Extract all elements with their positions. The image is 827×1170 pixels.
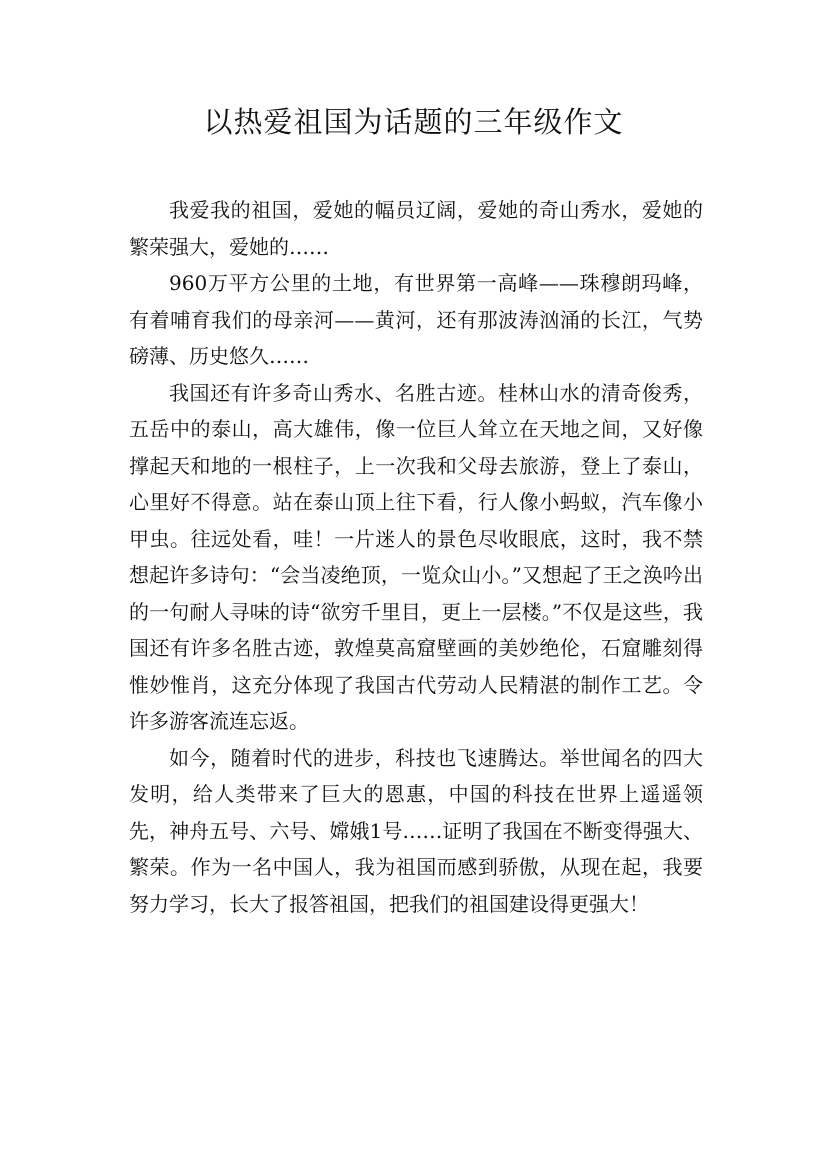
document-title: 以热爱祖国为话题的三年级作文 [203,105,624,139]
document-body [129,192,703,922]
paragraph: 我国还有许多奇山秀水、名胜古迹。桂林山水的清奇俊秀，五岳中的泰山，高大雄伟，像一位巨人耸立在天地之间，又好像撑起天和地的一根柱子，上一次我和父母去旅游，登上了泰山，心里好不得意。站在泰山顶上往下看，行人像小蚂蚁，汽车像小甲虫。往远处看，哇！一片迷人的景色尽收眼底，这时，我不禁想起许多诗句：“会当凌绝顶，一览众山小。”又想起了王之涣吟出的一句耐人寻味的诗“欲穷千里目，更上一层楼。”不仅是这些，我国还有许多名胜古迹，敦煌莫高窟壁画的美妙绝伦，石窟雕刻得惟妙惟肖，这充分体现了我国古代劳动人民精湛的制作工艺。令许多游客流连忘返。 [129,380,703,733]
paragraph: 如今，随着时代的进步，科技也飞速腾达。举世闻名的四大发明，给人类带来了巨大的恩惠，中国的科技在世界上遥遥领先，神舟五号、六号、嫦娥1号……证明了我国在不断变得强大、繁荣。作为一名中国人，我为祖国而感到骄傲，从现在起，我要努力学习，长大了报答祖国，把我们的祖国建设得更强大！ [129,745,703,916]
paragraph: 960万平方公里的土地，有世界第一高峰——珠穆朗玛峰，有着哺育我们的母亲河——黄河，还有那波涛汹涌的长江，气势磅薄、历史悠久…… [129,271,703,368]
paragraph: 我爱我的祖国，爱她的幅员辽阔，爱她的奇山秀水，爱她的繁荣强大，爱她的…… [129,198,703,259]
